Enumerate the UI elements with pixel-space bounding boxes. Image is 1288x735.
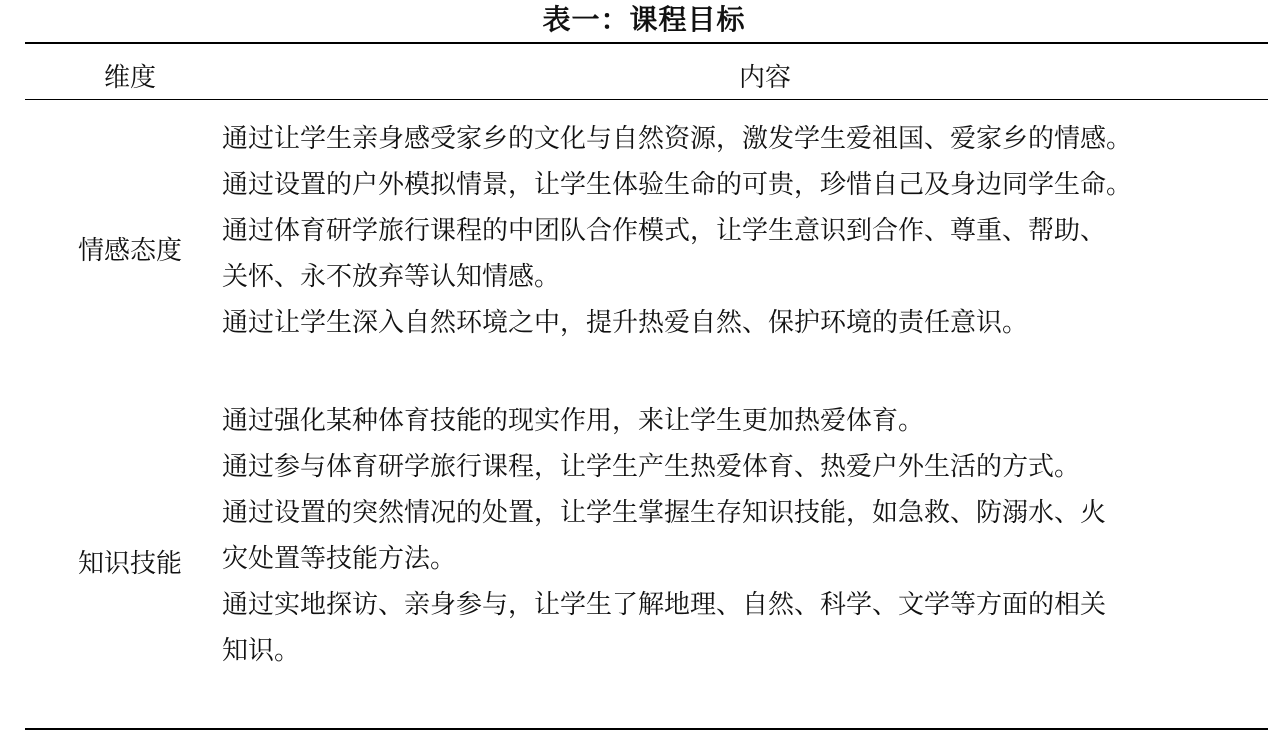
header-rule bbox=[25, 99, 1268, 100]
content-line: 通过体育研学旅行课程的中团队合作模式，让学生意识到合作、尊重、帮助、 bbox=[222, 216, 1107, 246]
header-dimension: 维度 bbox=[103, 63, 156, 93]
content-line: 通过设置的户外模拟情景，让学生体验生命的可贵，珍惜自己及身边同学生命。 bbox=[222, 170, 1133, 200]
row-dimension-emotion: 情感态度 bbox=[77, 236, 182, 266]
content-line: 关怀、永不放弃等认知情感。 bbox=[222, 262, 561, 292]
top-rule bbox=[25, 42, 1268, 44]
content-line: 通过让学生深入自然环境之中，提升热爱自然、保护环境的责任意识。 bbox=[222, 308, 1029, 338]
bottom-rule bbox=[25, 728, 1268, 730]
row-content-skill bbox=[222, 398, 1267, 674]
content-line: 通过让学生亲身感受家乡的文化与自然资源，激发学生爱祖国、爱家乡的情感。 bbox=[222, 124, 1133, 154]
content-line: 通过设置的突然情况的处置，让学生掌握生存知识技能，如急救、防溺水、火 bbox=[222, 498, 1107, 528]
content-line: 通过实地探访、亲身参与，让学生了解地理、自然、科学、文学等方面的相关 bbox=[222, 590, 1107, 620]
header-content: 内容 bbox=[738, 63, 791, 93]
content-line: 知识。 bbox=[222, 636, 301, 666]
content-line: 通过参与体育研学旅行课程，让学生产生热爱体育、热爱户外生活的方式。 bbox=[222, 452, 1081, 482]
content-line: 通过强化某种体育技能的现实作用，来让学生更加热爱体育。 bbox=[222, 406, 925, 436]
content-line: 灾处置等技能方法。 bbox=[222, 544, 457, 574]
row-content-emotion bbox=[222, 116, 1267, 346]
row-dimension-skill: 知识技能 bbox=[77, 549, 182, 579]
table-title: 表一：课程目标 bbox=[542, 3, 746, 36]
